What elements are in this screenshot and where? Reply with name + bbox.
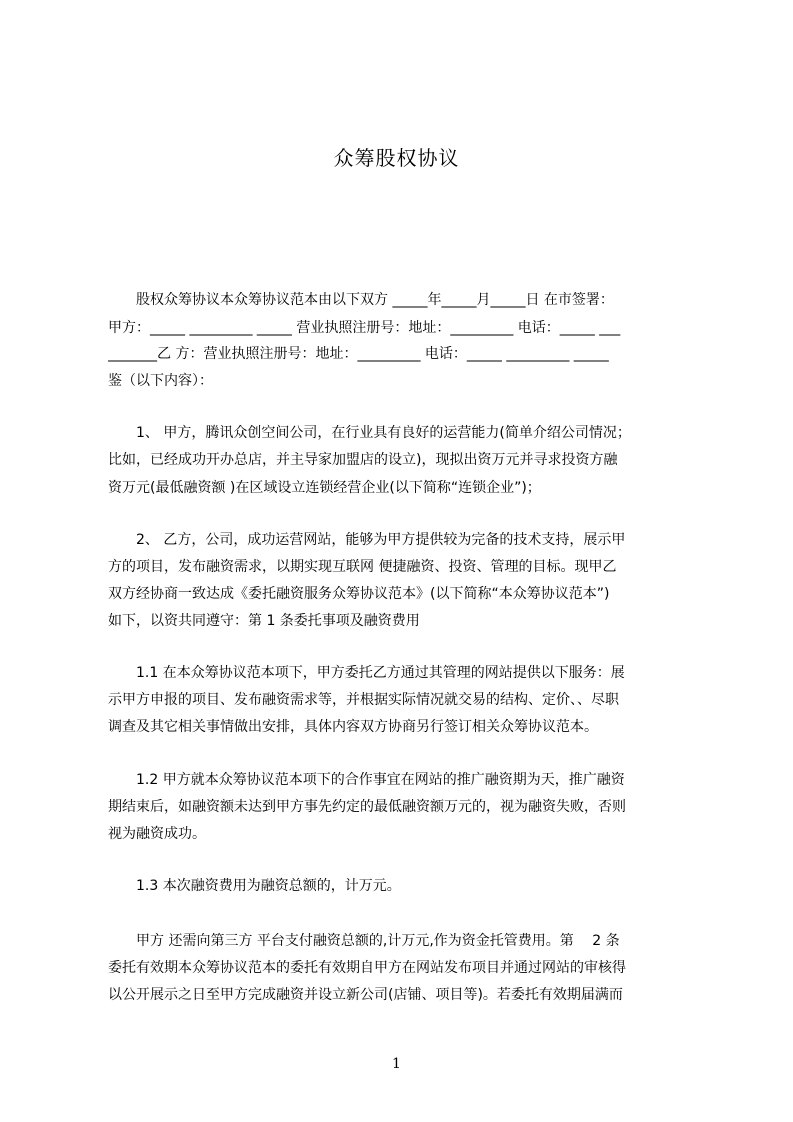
text-line: 以公开展示之日至甲方完成融资并设立新公司(店铺、项目等)。若委托有效期届满而 xyxy=(108,987,623,1003)
text-line: 调查及其它相关事情做出安排，具体内容双方协商另行签订相关众筹协议范本。 xyxy=(108,719,598,735)
text-line: 比如，已经成功开办总店，并主导家加盟店的设立)，现拟出资万元并寻求投资方融 xyxy=(108,452,618,468)
text-line: 委托有效期本众筹协议范本的委托有效期自甲方在网站发布项目并通过网站的审核得 xyxy=(108,960,626,976)
text-line: 视为融资成功。 xyxy=(108,826,206,842)
text-line: 甲方 还需向第三方 平台支付融资总额的,计万元,作为资金托管费用。第 2 条 xyxy=(108,933,620,949)
text-line: 2、 乙方，公司，成功运营网站，能够为甲方提供较为完备的技术支持，展示甲 xyxy=(108,532,626,548)
text-line: 1.3 本次融资费用为融资总额的，计万元。 xyxy=(108,878,401,894)
text-line: 1.2 甲方就本众筹协议范本项下的合作事宜在网站的推广融资期为天，推广融资 xyxy=(108,772,625,788)
text-line: 期结束后，如融资额未达到甲方事先约定的最低融资额万元的，视为融资失败，否则 xyxy=(108,799,626,815)
text-line: 1.1 在本众筹协议范本项下，甲方委托乙方通过其管理的网站提供以下服务：展 xyxy=(108,665,625,681)
text-line: 1、 甲方，腾讯众创空间公司，在行业具有良好的运营能力(简单介绍公司情况； xyxy=(108,425,631,441)
page-title: 众筹股权协议 xyxy=(333,146,460,170)
text-line: 示甲方申报的项目、发布融资需求等，并根据实际情况就交易的结构、定价、、尽职 xyxy=(108,692,619,708)
text-line: 资万元(最低融资额 )在区域设立连锁经营企业(以下简称“连锁企业”)； xyxy=(108,480,541,496)
text-line: 双方经协商一致达成《委托融资服务众筹协议范本》(以下简称“本众筹协议范本”) xyxy=(108,586,610,602)
text-line: 方的项目，发布融资需求，以期实现互联网 便捷融资、投资、管理的目标。现甲乙 xyxy=(108,559,617,575)
text-line: 股权众筹协议本众筹协议范本由以下双方 _____年_____月_____日 在市签署： xyxy=(108,292,614,308)
text-line: 鉴（以下内容）： xyxy=(108,373,213,389)
text-line: _______乙 方：营业执照注册号：地址：_________ 电话：_____ _________ _____ xyxy=(108,346,609,362)
text-line: 如下，以资共同遵守：第 1 条委托事项及融资费用 xyxy=(108,613,420,629)
page-number: 1 xyxy=(392,1056,401,1072)
text-line: 甲方：_____ _________ _____ 营业执照注册号：地址：_________ 电话：_____ ___ xyxy=(108,320,621,336)
